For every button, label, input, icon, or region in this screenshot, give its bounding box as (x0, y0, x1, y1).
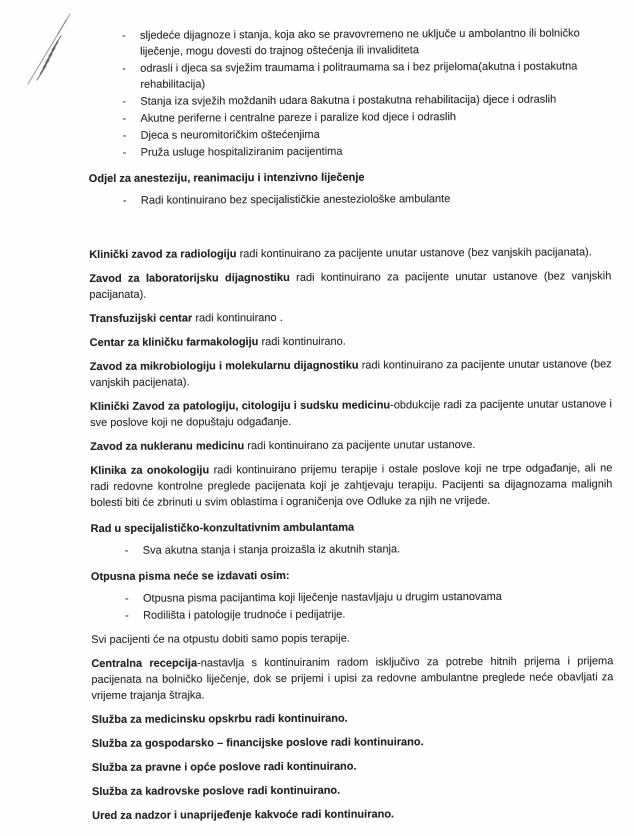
text-run: radi kontinuirano. (258, 335, 346, 349)
list-item-text (143, 588, 613, 606)
text-run: Klinički zavod za radiologiju (89, 248, 237, 261)
bullet-list (91, 540, 613, 559)
bullet-dash-icon: - (122, 62, 126, 75)
list-item (88, 91, 610, 110)
bullet-dash-icon: - (125, 609, 129, 622)
list-item (88, 25, 610, 60)
bullet-dash-icon: - (122, 146, 127, 159)
text-run: Pruža usluge hospitaliziranim pacijentima (140, 145, 343, 159)
paragraph (89, 268, 611, 303)
list-item (91, 605, 613, 624)
paragraph (90, 460, 612, 511)
text-run: Otpusna pisma pacijantima koji liječenje nastavljaju u drugim ustanovama (142, 590, 502, 605)
list-item (91, 540, 613, 559)
text-run: Služba za gospodarsko – financijske poslove radi kontinuirano. (91, 736, 424, 750)
paragraph (91, 653, 613, 704)
text-run: Odjel za anesteziju, reanimaciju i intenzivno liječenje (88, 171, 365, 185)
list-item-text (140, 58, 610, 92)
text-run: radi kontinuirano za pacijente unutar ustanove. (244, 438, 476, 453)
list-item-text (143, 605, 613, 623)
bullet-dash-icon: - (122, 129, 127, 142)
document-body (88, 25, 614, 832)
bullet-dash-icon: - (122, 95, 127, 108)
list-item-text (141, 142, 611, 160)
text-run: Zavod za mikrobiologiju i molekularnu dijagnostiku (89, 359, 359, 373)
text-run: Transfuzijski centar (89, 312, 193, 325)
list-item (91, 588, 613, 607)
list-item-text (141, 125, 611, 143)
paragraph (90, 332, 612, 351)
section-heading (91, 566, 613, 585)
section-heading (89, 168, 611, 187)
paragraph (92, 709, 614, 728)
text-run: radi kontinuirano prijemu terapije i ostale poslove koji ne trpe odgađanje, ali ne radi redovne kontrolne preglede pacijenata koji je zahtjevaju terapiju. Pacijenti sa dijagnozama malignih bolesti biti će zbrinuti u svim oblastima i ograničenja ove Odluke za njih ne vrijede. (90, 462, 613, 509)
text-run: Otpusna pisma neće se izdavati osim: (90, 569, 290, 583)
bullet-dash-icon: - (122, 194, 127, 207)
text-run: Radi kontinuirano bez specijalističkie anesteziološke ambulante (140, 193, 451, 207)
list-item (88, 108, 610, 127)
text-run: Služba za pravne i opće poslove radi kontinuirano. (91, 760, 357, 774)
pen-scribble-mark-icon (14, 10, 84, 102)
text-run: Rad u specijalističko-konzultativnim ambulantama (90, 521, 355, 535)
bullet-list (88, 25, 611, 161)
text-run: radi kontinuirano . (192, 311, 283, 325)
text-run: odrasli i djeca sa svježim traumama i politraumama sa i bez prijeloma(akutna i postakutna rehabilitacija) (140, 60, 578, 91)
paragraph (90, 356, 612, 391)
text-run: sljedeće dijagnoze i stanja, koja ako se pravovremeno ne uključe u ambolantno ili bolničko liječenje, mogu dovesti do trajnog oštećenja ili invaliditeta (140, 27, 580, 58)
text-run: Rodilišta i patologije trudnoće i pedijatrije. (143, 608, 346, 622)
text-run: Zavod za laboratorijsku dijagnostiku (89, 271, 290, 285)
paragraph (90, 436, 612, 455)
list-item (88, 58, 610, 93)
list-item (89, 125, 611, 144)
list-item (89, 142, 611, 161)
list-item-text (141, 190, 611, 208)
paragraph (92, 781, 614, 800)
text-run: Centar za kliničku farmakologiju (89, 336, 259, 349)
text-run: -obdukcije radi za pacijente unutar ustanove i sve poslove koji ne dopuštaju odgađanje. (90, 398, 613, 429)
paragraph (92, 733, 614, 752)
bullet-dash-icon: - (124, 592, 129, 605)
text-run: -nastavlja s kontinuiranim radom isključivo za potrebe hitnih prijema i prijema pacijenata na bolničko liječenje, dok se prijemi i upisi za redovne ambulantne preglede neće obavljati za vrijeme trajanja štrajka. (91, 655, 614, 702)
bullet-dash-icon: - (122, 29, 126, 42)
text-run: Centralna recepcija (91, 657, 198, 670)
bullet-list (91, 588, 613, 624)
text-run: Svi pacijenti će na otpustu dobiti samo popis terapije. (91, 632, 350, 646)
text-run: Služba za medicinsku opskrbu radi kontinuirano. (91, 712, 348, 726)
text-run: Sva akutna stanja i stanja proizašla iz akutnih stanja. (142, 543, 401, 557)
section-heading (91, 518, 613, 537)
list-item-text (140, 25, 610, 59)
bullet-list (89, 190, 611, 209)
text-run: radi kontinuirano za pacijente unutar ustanove (bez vanjskih pacijenata). (89, 358, 612, 389)
list-item-text (140, 91, 610, 109)
text-run: Zavod za nukleranu medicinu (90, 440, 245, 453)
bullet-dash-icon: - (122, 112, 127, 125)
text-run: Služba za kadrovske poslove radi kontinuirano. (91, 784, 341, 798)
text-run: Klinički Zavod za patologiju, citologiju i sudsku medicinu (89, 399, 391, 413)
text-run: Akutne periferne i centralne pareze i paralize kod djece i odraslih (140, 111, 457, 125)
paragraph (90, 396, 612, 431)
text-run: radi kontinuirano za pacijente unutar ustanove (bez vanjskih pacijanata). (89, 270, 612, 301)
paragraph (92, 805, 614, 824)
paragraph (89, 308, 611, 327)
text-run: Stanja iza svježih moždanih udara 8akutna i postakutna rehabilitacija) djece i odraslih (140, 93, 557, 108)
text-run: Ured za nadzor i unaprijeđenje kakvoće radi kontinuirano. (92, 808, 395, 822)
text-run: Djeca s neuromitoričkim oštećenjima (140, 128, 320, 142)
list-item (89, 190, 611, 209)
paragraph (89, 244, 611, 263)
bullet-dash-icon: - (124, 544, 129, 557)
paragraph (92, 757, 614, 776)
paragraph (91, 629, 613, 648)
list-item-text (143, 540, 613, 558)
text-run: Klinika za onokologiju (90, 464, 210, 477)
list-item-text (140, 108, 610, 126)
text-run: radi kontinuirano za pacijente unutar ustanove (bez vanjskih pacijanata). (236, 246, 592, 261)
